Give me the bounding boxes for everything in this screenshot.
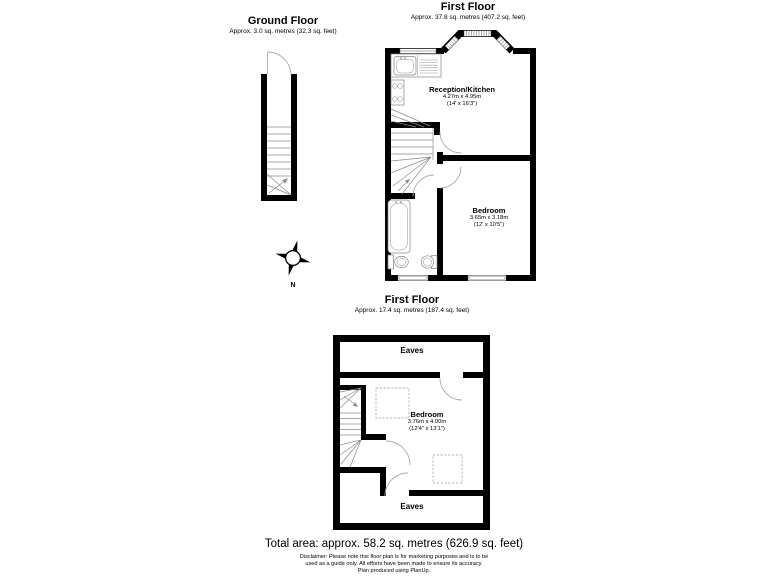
- room-dims-imperial: (14' x 16'3"): [446, 100, 478, 107]
- reception-kitchen-label: [429, 85, 495, 108]
- stair-treads: [267, 127, 291, 195]
- toilet-symbol: [388, 255, 408, 269]
- disclaimer-line-1: Disclaimer: Please note this floor plan is for marketing purposes and is to be: [299, 554, 489, 560]
- staircase-symbol: [391, 109, 433, 194]
- door-arcs-upper: [385, 378, 462, 496]
- dashed-area-2: [433, 455, 462, 483]
- first-floor-area: Approx. 37.8 sq. metres (407.2 sq. feet): [410, 14, 526, 21]
- door-arc: [268, 52, 292, 76]
- room-dims-metric: 4.27m x 4.95m: [442, 94, 482, 100]
- kitchen-window: [400, 49, 436, 54]
- basin-symbol: [421, 256, 437, 269]
- room-name: Reception/Kitchen: [429, 85, 495, 94]
- bay-front-window: [464, 31, 491, 37]
- room-name: Bedroom: [472, 206, 506, 215]
- hob-symbol: [391, 80, 404, 105]
- bedroom-window: [468, 275, 506, 280]
- room-dims-metric: 3.65m x 3.18m: [469, 215, 509, 221]
- dashed-area-1: [376, 388, 409, 418]
- room-dims-imperial: (12'4" x 13'1"): [409, 425, 445, 432]
- room-dims-imperial: (12' x 10'5"): [473, 221, 505, 228]
- first-floor-title: First Floor: [440, 1, 496, 13]
- first-floor-upper-area: Approx. 17.4 sq. metres (187.4 sq. feet): [354, 307, 470, 314]
- room-dims-metric: 3.76m x 4.00m: [407, 419, 447, 425]
- disclaimer-line-2: used as a guide only. All efforts have been made to ensure its accuracy.: [305, 561, 483, 567]
- first-floor-main-plan: [385, 31, 536, 281]
- disclaimer-line-3: Plan produced using PlanUp.: [357, 568, 431, 574]
- ground-floor-staircase: [261, 52, 297, 201]
- total-area-text: Total area: approx. 58.2 sq. metres (626.9 sq. feet): [264, 538, 524, 550]
- eaves-bottom-label: Eaves: [400, 502, 424, 511]
- bedroom-upper-label: [408, 410, 446, 433]
- bedroom-main-label: [470, 206, 508, 229]
- eaves-top-label: Eaves: [400, 346, 424, 355]
- ground-floor-area: Approx. 3.0 sq. metres (32.3 sq. feet): [229, 28, 337, 35]
- compass-icon: [271, 236, 315, 280]
- staircase-symbol-upper: [340, 388, 361, 467]
- north-label: N: [290, 282, 296, 289]
- ground-floor-title: Ground Floor: [247, 15, 319, 27]
- first-floor-upper-title: First Floor: [384, 294, 440, 306]
- room-name: Bedroom: [410, 410, 444, 419]
- bathroom-window: [398, 275, 428, 280]
- bathtub-symbol: [388, 200, 410, 253]
